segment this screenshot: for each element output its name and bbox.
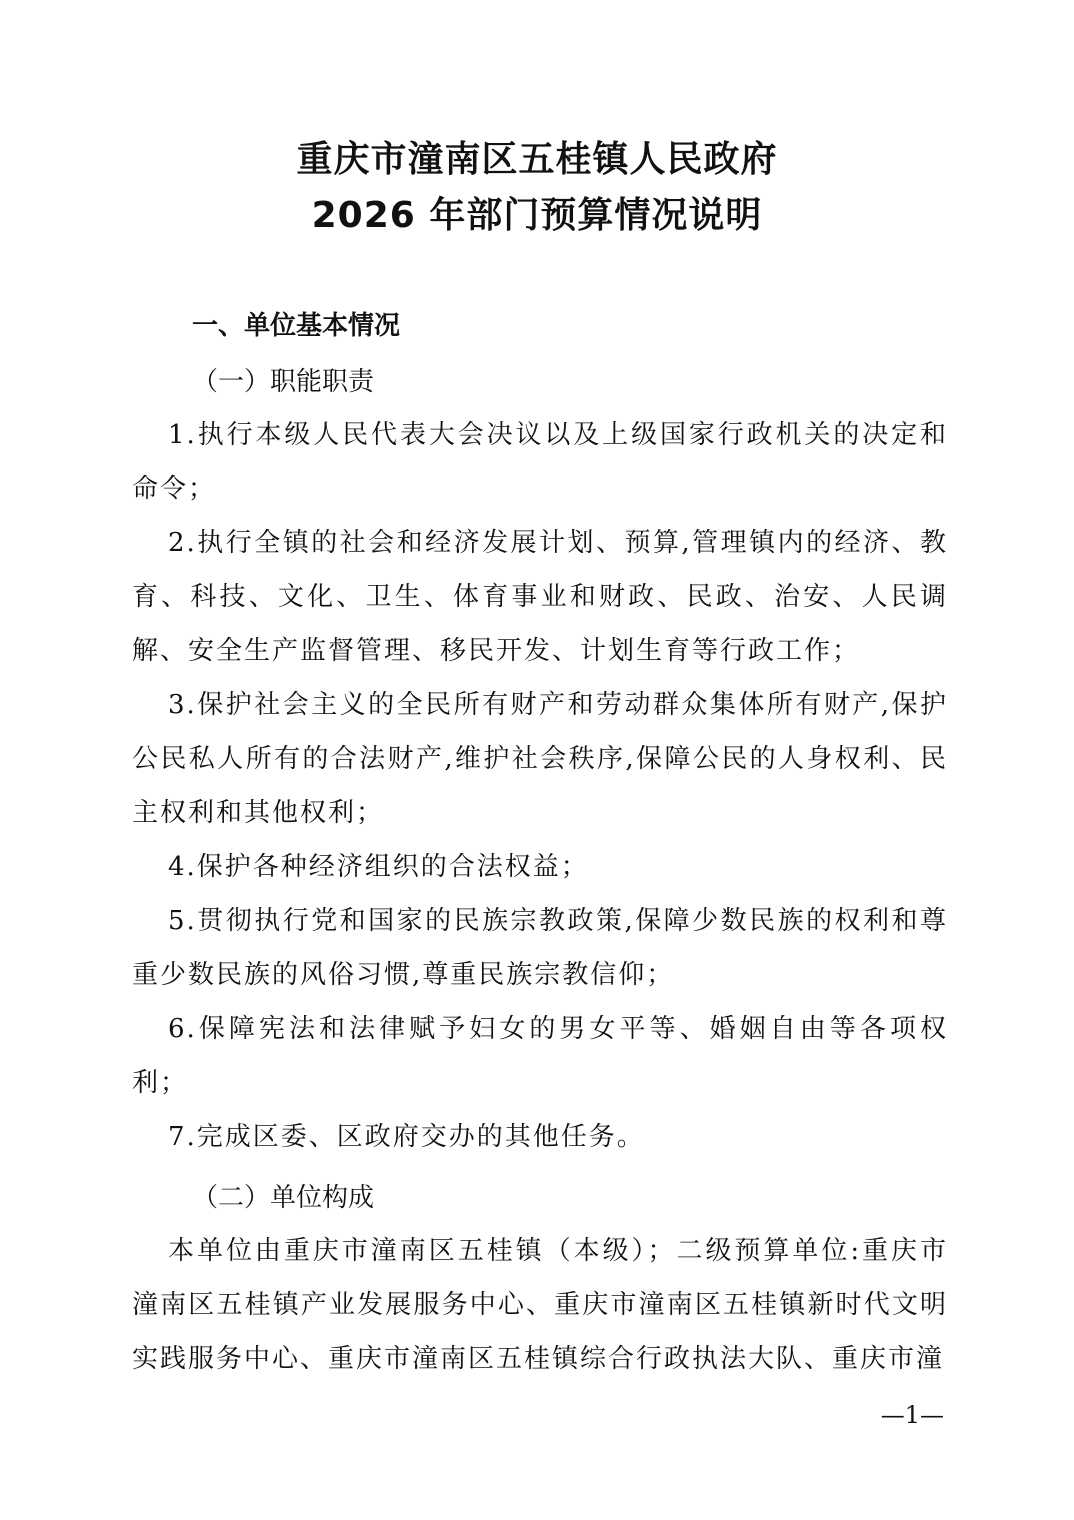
page-number: —1— xyxy=(880,1401,944,1429)
title-line-1: 重庆市潼南区五桂镇人民政府 xyxy=(296,139,778,180)
duty-item-4: 4.保护各种经济组织的合法权益； xyxy=(168,852,589,882)
subsection-heading-composition: （二）单位构成 xyxy=(192,1183,375,1213)
composition-paragraph: 本单位由重庆市潼南区五桂镇（本级）；二级预算单位:重庆市潼南区五桂镇产业发展服务中心、重庆市潼南区五桂镇新时代文明实践服务中心、重庆市潼南区五桂镇综合行政执法大队、重庆市潼 xyxy=(132,1236,948,1374)
duty-item-5: 5.贯彻执行党和国家的民族宗教政策,保障少数民族的权利和尊重少数民族的风俗习惯,尊重民族宗教信仰； xyxy=(132,906,948,990)
subsection-heading-duties: （一）职能职责 xyxy=(192,367,375,397)
section-heading-basic-info: 一、单位基本情况 xyxy=(192,311,401,341)
duty-item-1: 1.执行本级人民代表大会决议以及上级国家行政机关的决定和命令； xyxy=(132,420,948,504)
document-title xyxy=(0,132,1074,244)
document-body xyxy=(132,300,948,1386)
duty-item-7: 7.完成区委、区政府交办的其他任务。 xyxy=(168,1122,645,1152)
title-line-2: 2026 年部门预算情况说明 xyxy=(311,195,763,236)
duty-item-6: 6.保障宪法和法律赋予妇女的男女平等、婚姻自由等各项权利； xyxy=(132,1014,948,1098)
duty-item-3: 3.保护社会主义的全民所有财产和劳动群众集体所有财产,保护公民私人所有的合法财产,维护社会秩序,保障公民的人身权利、民主权利和其他权利； xyxy=(132,690,948,828)
duty-item-2: 2.执行全镇的社会和经济发展计划、预算,管理镇内的经济、教育、科技、文化、卫生、体育事业和财政、民政、治安、人民调解、安全生产监督管理、移民开发、计划生育等行政工作； xyxy=(132,528,948,666)
